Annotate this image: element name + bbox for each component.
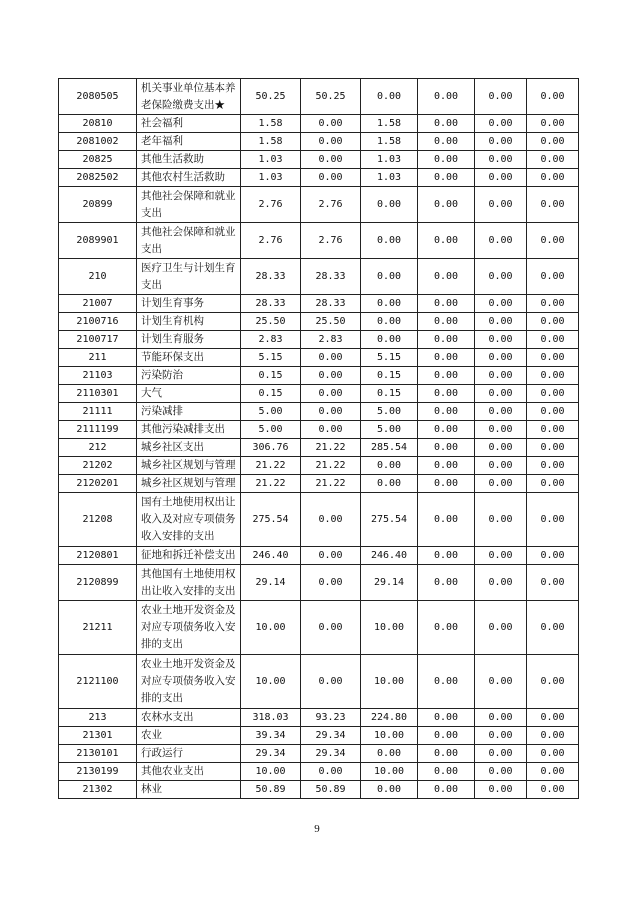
table-row <box>59 547 579 565</box>
project-cell: 0.00 <box>361 475 418 493</box>
total-cell: 21.22 <box>241 475 301 493</box>
project-cell: 10.00 <box>361 655 418 709</box>
code-cell: 2100716 <box>59 313 137 331</box>
basic-cell: 0.00 <box>301 601 361 655</box>
column4-cell: 0.00 <box>418 547 475 565</box>
column6-cell: 0.00 <box>527 313 579 331</box>
table-row <box>59 367 579 385</box>
total-cell: 39.34 <box>241 727 301 745</box>
total-cell: 28.33 <box>241 295 301 313</box>
column5-cell: 0.00 <box>475 781 527 799</box>
column4-cell: 0.00 <box>418 187 475 223</box>
basic-cell: 2.83 <box>301 331 361 349</box>
project-cell: 246.40 <box>361 547 418 565</box>
basic-cell: 0.00 <box>301 385 361 403</box>
basic-cell: 21.22 <box>301 457 361 475</box>
basic-cell: 0.00 <box>301 115 361 133</box>
column4-cell: 0.00 <box>418 655 475 709</box>
table-row <box>59 745 579 763</box>
column6-cell: 0.00 <box>527 727 579 745</box>
column5-cell: 0.00 <box>475 403 527 421</box>
code-cell: 21208 <box>59 493 137 547</box>
column4-cell: 0.00 <box>418 115 475 133</box>
column5-cell: 0.00 <box>475 187 527 223</box>
column4-cell: 0.00 <box>418 781 475 799</box>
column5-cell: 0.00 <box>475 115 527 133</box>
project-cell: 0.00 <box>361 781 418 799</box>
total-cell: 246.40 <box>241 547 301 565</box>
column4-cell: 0.00 <box>418 745 475 763</box>
project-cell: 0.00 <box>361 745 418 763</box>
column6-cell: 0.00 <box>527 601 579 655</box>
total-cell: 1.03 <box>241 151 301 169</box>
table-row <box>59 439 579 457</box>
basic-cell: 93.23 <box>301 709 361 727</box>
total-cell: 2.83 <box>241 331 301 349</box>
item-name-cell: 城乡社区规划与管理 <box>137 457 241 475</box>
project-cell: 1.58 <box>361 133 418 151</box>
item-name-cell: 机关事业单位基本养老保险缴费支出★ <box>137 79 241 115</box>
total-cell: 25.50 <box>241 313 301 331</box>
column6-cell: 0.00 <box>527 295 579 313</box>
item-name-cell: 农业土地开发资金及对应专项债务收入安排的支出 <box>137 601 241 655</box>
total-cell: 21.22 <box>241 457 301 475</box>
item-name-cell: 其他生活救助 <box>137 151 241 169</box>
table-row <box>59 295 579 313</box>
column5-cell: 0.00 <box>475 349 527 367</box>
project-cell: 5.15 <box>361 349 418 367</box>
column5-cell: 0.00 <box>475 601 527 655</box>
table-row <box>59 349 579 367</box>
column5-cell: 0.00 <box>475 421 527 439</box>
basic-cell: 28.33 <box>301 295 361 313</box>
item-name-cell: 农林水支出 <box>137 709 241 727</box>
code-cell: 21202 <box>59 457 137 475</box>
column4-cell: 0.00 <box>418 79 475 115</box>
code-cell: 2120201 <box>59 475 137 493</box>
column5-cell: 0.00 <box>475 367 527 385</box>
basic-cell: 29.34 <box>301 745 361 763</box>
column5-cell: 0.00 <box>475 385 527 403</box>
item-name-cell: 老年福利 <box>137 133 241 151</box>
total-cell: 318.03 <box>241 709 301 727</box>
total-cell: 2.76 <box>241 187 301 223</box>
basic-cell: 0.00 <box>301 367 361 385</box>
column6-cell: 0.00 <box>527 367 579 385</box>
table-row <box>59 115 579 133</box>
item-name-cell: 林业 <box>137 781 241 799</box>
code-cell: 20899 <box>59 187 137 223</box>
column5-cell: 0.00 <box>475 547 527 565</box>
item-name-cell: 城乡社区支出 <box>137 439 241 457</box>
project-cell: 0.00 <box>361 187 418 223</box>
column4-cell: 0.00 <box>418 223 475 259</box>
total-cell: 275.54 <box>241 493 301 547</box>
basic-cell: 0.00 <box>301 133 361 151</box>
code-cell: 2121100 <box>59 655 137 709</box>
basic-cell: 2.76 <box>301 187 361 223</box>
basic-cell: 0.00 <box>301 403 361 421</box>
table-row <box>59 169 579 187</box>
column4-cell: 0.00 <box>418 493 475 547</box>
code-cell: 21211 <box>59 601 137 655</box>
item-name-cell: 征地和拆迁补偿支出 <box>137 547 241 565</box>
column6-cell: 0.00 <box>527 745 579 763</box>
column4-cell: 0.00 <box>418 763 475 781</box>
total-cell: 1.58 <box>241 115 301 133</box>
total-cell: 50.25 <box>241 79 301 115</box>
column5-cell: 0.00 <box>475 331 527 349</box>
project-cell: 224.80 <box>361 709 418 727</box>
column5-cell: 0.00 <box>475 727 527 745</box>
column5-cell: 0.00 <box>475 223 527 259</box>
column6-cell: 0.00 <box>527 457 579 475</box>
column5-cell: 0.00 <box>475 79 527 115</box>
code-cell: 20825 <box>59 151 137 169</box>
column4-cell: 0.00 <box>418 457 475 475</box>
code-cell: 21103 <box>59 367 137 385</box>
table-row <box>59 457 579 475</box>
column4-cell: 0.00 <box>418 421 475 439</box>
table-row <box>59 565 579 601</box>
column6-cell: 0.00 <box>527 565 579 601</box>
code-cell: 211 <box>59 349 137 367</box>
code-cell: 2130199 <box>59 763 137 781</box>
basic-cell: 0.00 <box>301 349 361 367</box>
project-cell: 10.00 <box>361 727 418 745</box>
item-name-cell: 其他污染减排支出 <box>137 421 241 439</box>
basic-cell: 0.00 <box>301 151 361 169</box>
column6-cell: 0.00 <box>527 79 579 115</box>
column4-cell: 0.00 <box>418 385 475 403</box>
project-cell: 0.00 <box>361 313 418 331</box>
basic-cell: 25.50 <box>301 313 361 331</box>
column6-cell: 0.00 <box>527 493 579 547</box>
basic-cell: 0.00 <box>301 421 361 439</box>
basic-cell: 50.89 <box>301 781 361 799</box>
column5-cell: 0.00 <box>475 475 527 493</box>
column4-cell: 0.00 <box>418 331 475 349</box>
item-name-cell: 农业土地开发资金及对应专项债务收入安排的支出 <box>137 655 241 709</box>
total-cell: 1.03 <box>241 169 301 187</box>
table-row <box>59 151 579 169</box>
total-cell: 5.00 <box>241 403 301 421</box>
column4-cell: 0.00 <box>418 169 475 187</box>
code-cell: 212 <box>59 439 137 457</box>
code-cell: 2082502 <box>59 169 137 187</box>
column4-cell: 0.00 <box>418 133 475 151</box>
item-name-cell: 其他国有土地使用权出让收入安排的支出 <box>137 565 241 601</box>
column5-cell: 0.00 <box>475 655 527 709</box>
code-cell: 21301 <box>59 727 137 745</box>
basic-cell: 0.00 <box>301 169 361 187</box>
table-row <box>59 259 579 295</box>
item-name-cell: 医疗卫生与计划生育支出 <box>137 259 241 295</box>
table-row <box>59 421 579 439</box>
column6-cell: 0.00 <box>527 331 579 349</box>
item-name-cell: 污染减排 <box>137 403 241 421</box>
project-cell: 29.14 <box>361 565 418 601</box>
code-cell: 2120899 <box>59 565 137 601</box>
project-cell: 275.54 <box>361 493 418 547</box>
code-cell: 2081002 <box>59 133 137 151</box>
column6-cell: 0.00 <box>527 151 579 169</box>
column4-cell: 0.00 <box>418 727 475 745</box>
column5-cell: 0.00 <box>475 493 527 547</box>
item-name-cell: 其他社会保障和就业支出 <box>137 223 241 259</box>
column5-cell: 0.00 <box>475 133 527 151</box>
code-cell: 210 <box>59 259 137 295</box>
project-cell: 0.00 <box>361 331 418 349</box>
column5-cell: 0.00 <box>475 259 527 295</box>
column5-cell: 0.00 <box>475 565 527 601</box>
column5-cell: 0.00 <box>475 313 527 331</box>
total-cell: 2.76 <box>241 223 301 259</box>
basic-cell: 28.33 <box>301 259 361 295</box>
item-name-cell: 污染防治 <box>137 367 241 385</box>
project-cell: 0.00 <box>361 223 418 259</box>
column4-cell: 0.00 <box>418 475 475 493</box>
table-row <box>59 493 579 547</box>
total-cell: 29.14 <box>241 565 301 601</box>
table-row <box>59 187 579 223</box>
column5-cell: 0.00 <box>475 151 527 169</box>
total-cell: 1.58 <box>241 133 301 151</box>
total-cell: 10.00 <box>241 601 301 655</box>
total-cell: 28.33 <box>241 259 301 295</box>
project-cell: 10.00 <box>361 601 418 655</box>
basic-cell: 50.25 <box>301 79 361 115</box>
column6-cell: 0.00 <box>527 349 579 367</box>
table-row <box>59 331 579 349</box>
code-cell: 2111199 <box>59 421 137 439</box>
item-name-cell: 其他社会保障和就业支出 <box>137 187 241 223</box>
column4-cell: 0.00 <box>418 313 475 331</box>
item-name-cell: 社会福利 <box>137 115 241 133</box>
total-cell: 306.76 <box>241 439 301 457</box>
column4-cell: 0.00 <box>418 295 475 313</box>
project-cell: 285.54 <box>361 439 418 457</box>
item-name-cell: 计划生育机构 <box>137 313 241 331</box>
total-cell: 0.15 <box>241 367 301 385</box>
project-cell: 0.00 <box>361 259 418 295</box>
code-cell: 21111 <box>59 403 137 421</box>
code-cell: 213 <box>59 709 137 727</box>
table-body <box>59 79 579 799</box>
column6-cell: 0.00 <box>527 169 579 187</box>
column6-cell: 0.00 <box>527 133 579 151</box>
code-cell: 2130101 <box>59 745 137 763</box>
column6-cell: 0.00 <box>527 439 579 457</box>
table-row <box>59 763 579 781</box>
item-name-cell: 农业 <box>137 727 241 745</box>
column5-cell: 0.00 <box>475 709 527 727</box>
column4-cell: 0.00 <box>418 601 475 655</box>
item-name-cell: 城乡社区规划与管理 <box>137 475 241 493</box>
basic-cell: 21.22 <box>301 475 361 493</box>
project-cell: 1.03 <box>361 151 418 169</box>
project-cell: 10.00 <box>361 763 418 781</box>
item-name-cell: 行政运行 <box>137 745 241 763</box>
column4-cell: 0.00 <box>418 349 475 367</box>
column5-cell: 0.00 <box>475 763 527 781</box>
column4-cell: 0.00 <box>418 259 475 295</box>
basic-cell: 2.76 <box>301 223 361 259</box>
item-name-cell: 国有土地使用权出让收入及对应专项债务收入安排的支出 <box>137 493 241 547</box>
item-name-cell: 大气 <box>137 385 241 403</box>
column6-cell: 0.00 <box>527 421 579 439</box>
table-row <box>59 781 579 799</box>
code-cell: 2100717 <box>59 331 137 349</box>
column6-cell: 0.00 <box>527 259 579 295</box>
project-cell: 0.00 <box>361 457 418 475</box>
column6-cell: 0.00 <box>527 115 579 133</box>
project-cell: 0.15 <box>361 367 418 385</box>
total-cell: 5.00 <box>241 421 301 439</box>
column6-cell: 0.00 <box>527 763 579 781</box>
basic-cell: 0.00 <box>301 547 361 565</box>
table-row <box>59 475 579 493</box>
table-row <box>59 655 579 709</box>
code-cell: 2120801 <box>59 547 137 565</box>
column6-cell: 0.00 <box>527 475 579 493</box>
column5-cell: 0.00 <box>475 457 527 475</box>
table-row <box>59 133 579 151</box>
column6-cell: 0.00 <box>527 547 579 565</box>
table-row <box>59 709 579 727</box>
column6-cell: 0.00 <box>527 403 579 421</box>
column6-cell: 0.00 <box>527 709 579 727</box>
project-cell: 1.03 <box>361 169 418 187</box>
total-cell: 5.15 <box>241 349 301 367</box>
project-cell: 5.00 <box>361 403 418 421</box>
table-row <box>59 403 579 421</box>
column6-cell: 0.00 <box>527 655 579 709</box>
table-row <box>59 385 579 403</box>
item-name-cell: 节能环保支出 <box>137 349 241 367</box>
column4-cell: 0.00 <box>418 709 475 727</box>
column4-cell: 0.00 <box>418 565 475 601</box>
table-row <box>59 313 579 331</box>
total-cell: 29.34 <box>241 745 301 763</box>
code-cell: 2110301 <box>59 385 137 403</box>
basic-cell: 29.34 <box>301 727 361 745</box>
total-cell: 10.00 <box>241 763 301 781</box>
code-cell: 20810 <box>59 115 137 133</box>
project-cell: 0.00 <box>361 295 418 313</box>
basic-cell: 0.00 <box>301 565 361 601</box>
table-row <box>59 79 579 115</box>
project-cell: 0.00 <box>361 79 418 115</box>
item-name-cell: 其他农业支出 <box>137 763 241 781</box>
total-cell: 10.00 <box>241 655 301 709</box>
table-row <box>59 223 579 259</box>
project-cell: 5.00 <box>361 421 418 439</box>
column6-cell: 0.00 <box>527 223 579 259</box>
column5-cell: 0.00 <box>475 745 527 763</box>
project-cell: 1.58 <box>361 115 418 133</box>
column4-cell: 0.00 <box>418 439 475 457</box>
basic-cell: 0.00 <box>301 655 361 709</box>
budget-table <box>58 78 579 799</box>
table-row <box>59 727 579 745</box>
basic-cell: 0.00 <box>301 763 361 781</box>
basic-cell: 21.22 <box>301 439 361 457</box>
code-cell: 2089901 <box>59 223 137 259</box>
code-cell: 2080505 <box>59 79 137 115</box>
total-cell: 50.89 <box>241 781 301 799</box>
column5-cell: 0.00 <box>475 295 527 313</box>
code-cell: 21007 <box>59 295 137 313</box>
item-name-cell: 其他农村生活救助 <box>137 169 241 187</box>
column6-cell: 0.00 <box>527 187 579 223</box>
project-cell: 0.15 <box>361 385 418 403</box>
total-cell: 0.15 <box>241 385 301 403</box>
column5-cell: 0.00 <box>475 439 527 457</box>
column4-cell: 0.00 <box>418 367 475 385</box>
basic-cell: 0.00 <box>301 493 361 547</box>
column6-cell: 0.00 <box>527 385 579 403</box>
item-name-cell: 计划生育事务 <box>137 295 241 313</box>
table-row <box>59 601 579 655</box>
item-name-cell: 计划生育服务 <box>137 331 241 349</box>
column6-cell: 0.00 <box>527 781 579 799</box>
code-cell: 21302 <box>59 781 137 799</box>
page-number: 9 <box>314 823 320 835</box>
column4-cell: 0.00 <box>418 403 475 421</box>
column4-cell: 0.00 <box>418 151 475 169</box>
column5-cell: 0.00 <box>475 169 527 187</box>
